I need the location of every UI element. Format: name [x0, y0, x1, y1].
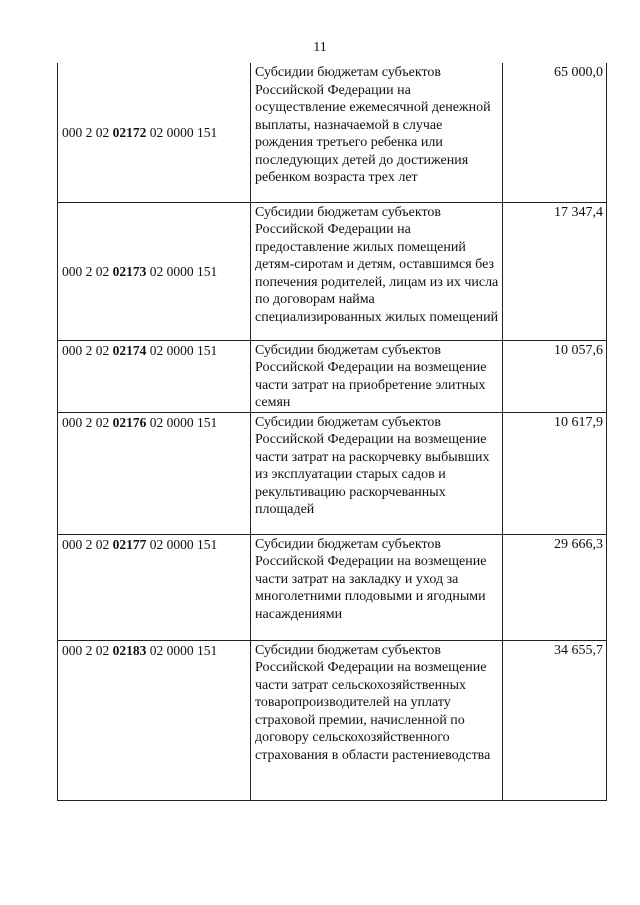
code-main: 02172 — [112, 125, 147, 140]
classification-code-cell — [58, 640, 251, 800]
classification-code-cell — [58, 202, 251, 340]
code-suffix: 02 0000 151 — [146, 414, 218, 430]
page-number: 11 — [313, 40, 327, 55]
code-suffix: 02 0000 151 — [146, 536, 218, 552]
description-cell: Субсидии бюджетам субъектов Российской Федерации на возмещение части затрат на приобретение элитных семян — [251, 340, 503, 412]
code-prefix: 000 2 02 — [62, 342, 113, 358]
table-row — [58, 202, 607, 340]
amount-cell: 10 057,6 — [503, 340, 607, 412]
code-prefix: 000 2 02 — [62, 536, 113, 552]
amount-cell: 17 347,4 — [503, 202, 607, 340]
code-prefix: 000 2 02 — [62, 414, 113, 430]
amount-cell: 34 655,7 — [503, 640, 607, 800]
description-cell: Субсидии бюджетам субъектов Российской Федерации на возмещение части затрат на закладку и уход за многолетними плодовыми и ягодными насаждениями — [251, 534, 503, 640]
budget-subsidies-table — [57, 63, 607, 801]
amount-cell: 29 666,3 — [503, 534, 607, 640]
description-cell: Субсидии бюджетам субъектов Российской Федерации на предоставление жилых помещений детям-сиротам и детям, оставшимся без попечения родителей, лицам из их числа по договорам найма специализированных жилых помещений — [251, 202, 503, 340]
description-cell: Субсидии бюджетам субъектов Российской Федерации на осуществление ежемесячной денежной выплаты, назначаемой в случае рождения третьего ребенка или последующих детей до достижения ребенком возраста трех лет — [251, 63, 503, 202]
table-row — [58, 63, 607, 202]
code-suffix: 02 0000 151 — [146, 642, 218, 658]
table-row — [58, 534, 607, 640]
code-main: 02174 — [112, 342, 147, 358]
code-main: 02173 — [112, 263, 147, 279]
amount-cell: 65 000,0 — [503, 63, 607, 202]
code-prefix: 000 2 02 — [62, 125, 113, 140]
code-prefix: 000 2 02 — [62, 263, 113, 279]
code-suffix: 02 0000 151 — [146, 342, 218, 358]
description-cell: Субсидии бюджетам субъектов Российской Федерации на возмещение части затрат на раскорчевку выбывших из эксплуатации старых садов и рекультивацию раскорчеванных площадей — [251, 412, 503, 534]
code-main: 02183 — [112, 642, 147, 658]
classification-code-cell — [58, 534, 251, 640]
description-cell: Субсидии бюджетам субъектов Российской Федерации на возмещение части затрат сельскохозяйственных товаропроизводителей на уплату страховой премии, начисленной по договору сельскохозяйственного страхования в области растениеводства — [251, 640, 503, 800]
classification-code-cell — [58, 340, 251, 412]
table-row — [58, 340, 607, 412]
amount-cell: 10 617,9 — [503, 412, 607, 534]
code-main: 02176 — [112, 414, 147, 430]
code-suffix: 02 0000 151 — [146, 125, 218, 140]
table-row — [58, 640, 607, 800]
code-prefix: 000 2 02 — [62, 642, 113, 658]
classification-code-cell — [58, 63, 251, 202]
code-main: 02177 — [112, 536, 147, 552]
code-suffix: 02 0000 151 — [146, 263, 218, 279]
classification-code-cell — [58, 412, 251, 534]
table-row — [58, 412, 607, 534]
